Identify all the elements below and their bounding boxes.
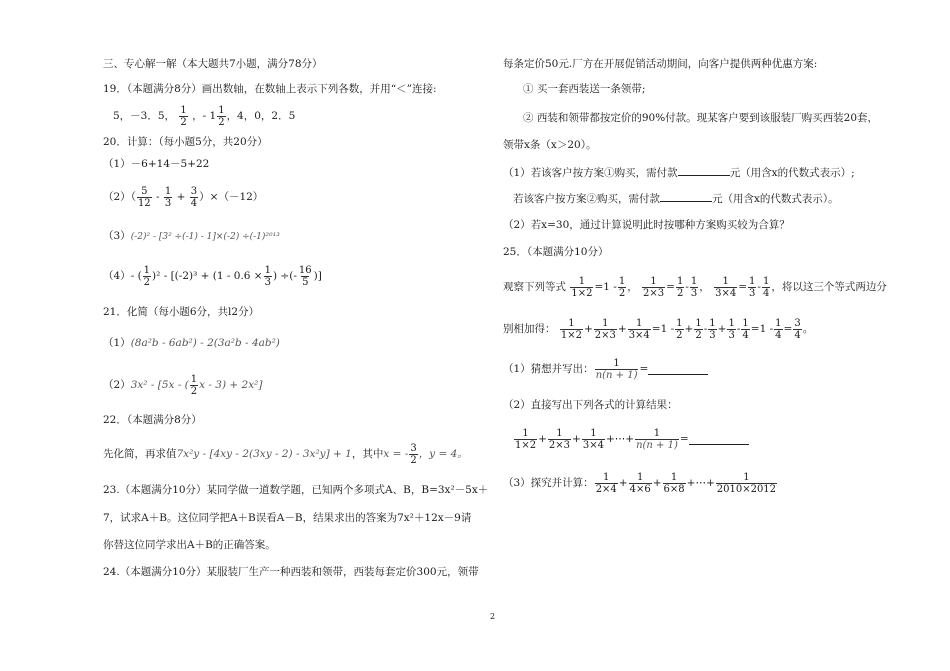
answer-blank (689, 434, 749, 445)
fraction: $\frac{1}{3\times 4}$ (582, 427, 604, 451)
fraction: $\frac{1}{2}$ (695, 317, 702, 341)
fraction: $\frac{1}{2}$ (618, 275, 626, 299)
fraction: $\frac{1}{1\times 2}$ (571, 275, 593, 299)
fraction: $\frac{1}{2}$ (676, 275, 684, 299)
fraction: $\frac{1}{2\times 4}$ (595, 471, 617, 495)
q24-sub1: （1）若该客户按方案①购买，需付款 元（用含x的代数式表示）; (503, 167, 855, 179)
q25-add: 别相加得： $\frac{1}{1\times 2}$ + $\frac{1}{2\times 3}$ + $\frac{1}{3\times 4}$ =1 - $\frac{1}{2}$ + $\frac{1}{2}$ - $\frac{1}{3}$ + $\frac{1}{3}$ - $\frac{1}{4}$ =1 - $\frac{1}{4}$ = $\frac{3}{4}$ 。 (503, 317, 814, 341)
fraction: $\frac{1}{1\times 2}$ (515, 427, 537, 451)
fraction: $\frac{1}{n(n + 1)}$ (636, 427, 678, 451)
fraction: $\frac{1}{3\times 4}$ (628, 317, 650, 341)
q23-line1: 23.（本题满分10分）某同学做一道数学题，已知两个多项式A、B，B=3x²－5x＋ (103, 484, 489, 496)
q23-line3: 你替这位同学求出A＋B的正确答案。 (103, 539, 276, 551)
fraction: $\frac{3}{4}$ (794, 317, 801, 341)
q22-body: 先化简，再求值7x²y - [4xy - 2(3xy - 2) - 3x²y] + 1，其中x = - $\frac{3}{2}$ ，y = 4。 (103, 442, 468, 466)
fraction: $\frac{1}{4\times 6}$ (629, 471, 651, 495)
fraction: $\frac{1}{3}$ (709, 317, 716, 341)
fraction: $\frac{5}{12}$ (137, 185, 151, 209)
page-number: 2 (490, 612, 496, 621)
q19-head: 19．（本题满分8分）画出数轴，在数轴上表示下列各数，并用“＜”连接: (103, 83, 437, 95)
fraction: $\frac{3}{4}$ (190, 185, 198, 209)
q24-cont-line1: 每条定价50元.厂方在开展促销活动期间，向客户提供两种优惠方案: (503, 58, 818, 70)
q24-sub1b: 若该客户按方案②购买，需付款 元（用含x的代数式表示）。 (513, 193, 839, 205)
fraction: $\frac{1}{3}$ (690, 275, 698, 299)
option-1: ① 买一套西装送一条领带; (523, 83, 646, 95)
fraction: $\frac{1}{n(n + 1)}$ (595, 357, 638, 381)
q21-part1: （1）(8a²b - 6ab²) - 2(3a²b - 4ab²) (103, 337, 280, 349)
fraction: $\frac{1}{4}$ (775, 317, 782, 341)
fraction: $\frac{3}{2}$ (410, 442, 417, 466)
q23-line2: 7，试求A＋B。这位同学把A＋B误看A－B，结果求出的答案为7x²＋12x－9请 (103, 512, 472, 524)
fraction: $\frac{1}{2}$ (143, 264, 151, 288)
option-2: ② 西装和领带都按定价的90%付款。现某客户要到该服装厂购买西装20套， (523, 112, 879, 124)
fraction: $\frac{1}{2010\times 2012}$ (716, 471, 777, 495)
fraction: $\frac{1}{6\times 8}$ (663, 471, 685, 495)
fraction: $\frac{1}{3\times 4}$ (715, 275, 737, 299)
q25-part2-label: （2）直接写出下列各式的计算结果： (503, 399, 678, 411)
q25-part1: （1）猜想并写出： $\frac{1}{n(n + 1)}$ = (503, 354, 708, 384)
fraction: $\frac{1}{4}$ (742, 317, 749, 341)
answer-blank (678, 165, 730, 176)
q19-numbers: 5，－3．5， $\frac{1}{2}$ ，- 1 $\frac{1}{2}$ ，4，0，2．5 (113, 104, 296, 128)
q21-head: 21．化简（每小题6分，共l2分） (103, 306, 260, 318)
section-title: 三、专心解一解（本大题共7小题，满分78分） (103, 58, 323, 70)
fraction: $\frac{1}{2}$ (190, 373, 198, 397)
fraction: $\frac{1}{1\times 2}$ (560, 317, 582, 341)
q24-sub2: （2）若x=30，通过计算说明此时按哪种方案购买较为合算？ (503, 219, 790, 231)
answer-blank (660, 191, 712, 202)
q20-part4: （4）- ( $\frac{1}{2}$ )² - [(-2)³ + (1 - 0.6 × $\frac{1}{3}$ ) ÷(- $\frac{16}{5}$ )] (103, 264, 322, 288)
fraction: $\frac{1}{2\times 3}$ (643, 275, 665, 299)
fraction: $\frac{1}{2}$ (218, 104, 225, 128)
fraction: $\frac{1}{2\times 3}$ (548, 427, 571, 451)
fraction: $\frac{1}{3}$ (264, 264, 271, 288)
fraction: $\frac{1}{3}$ (728, 317, 735, 341)
fraction: $\frac{1}{2}$ (676, 317, 683, 341)
q25-observe: 观察下列等式 $\frac{1}{1\times 2}$ =1 - $\frac{1}{2}$ ， $\frac{1}{2\times 3}$ = $\frac{1}{2}$ - $\frac{1}{3}$ ， $\frac{1}{3\times 4}$ = $\frac{1}{3}$ - $\frac{1}{4}$ ，将以这三个等式两边分 (503, 275, 887, 299)
q25-part3: （3）探究并计算： $\frac{1}{2\times 4}$ + $\frac{1}{4\times 6}$ + $\frac{1}{6\times 8}$ +⋯+ $\frac{1}{2010\times 2012}$ (503, 471, 777, 495)
q25-part2-expr: $\frac{1}{1\times 2}$ + $\frac{1}{2\times 3}$ + $\frac{1}{3\times 4}$ +⋯+ $\frac{1}{n(n + 1)}$ = (513, 424, 749, 454)
q20-part1: （1）－6+14－5+22 (103, 158, 210, 170)
q20-part3: （3）(-2)² - [3² ÷(-1) - 1]×(-2) ÷(-1)²⁰¹³ (103, 230, 280, 242)
q20-part2: （2）（ $\frac{5}{12}$ - $\frac{1}{3}$ + $\frac{3}{4}$ ）×（－12） (103, 185, 264, 209)
answer-blank (648, 364, 708, 375)
q24-line1: 24.（本题满分10分）某服装厂生产一种西装和领带，西装每套定价300元，领带 (103, 566, 479, 578)
fraction: $\frac{1}{3}$ (164, 185, 172, 209)
q21-part2: （2）3x² - [5x - ( $\frac{1}{2}$ x - 3) + 2x²] (103, 373, 263, 397)
q22-head: 22．（本题满分8分） (103, 414, 202, 426)
q20-head: 20．计算：（每小题5分，共20分） (103, 136, 268, 148)
fraction: $\frac{1}{2\times 3}$ (594, 317, 616, 341)
q24-cont-line3: 领带x条（x＞20）。 (503, 139, 597, 151)
fraction: $\frac{1}{2}$ (180, 104, 187, 128)
q25-head: 25．（本题满分10分） (503, 246, 609, 258)
fraction: $\frac{1}{4}$ (762, 275, 770, 299)
fraction: $\frac{1}{3}$ (749, 275, 756, 299)
fraction: $\frac{16}{5}$ (298, 264, 312, 288)
